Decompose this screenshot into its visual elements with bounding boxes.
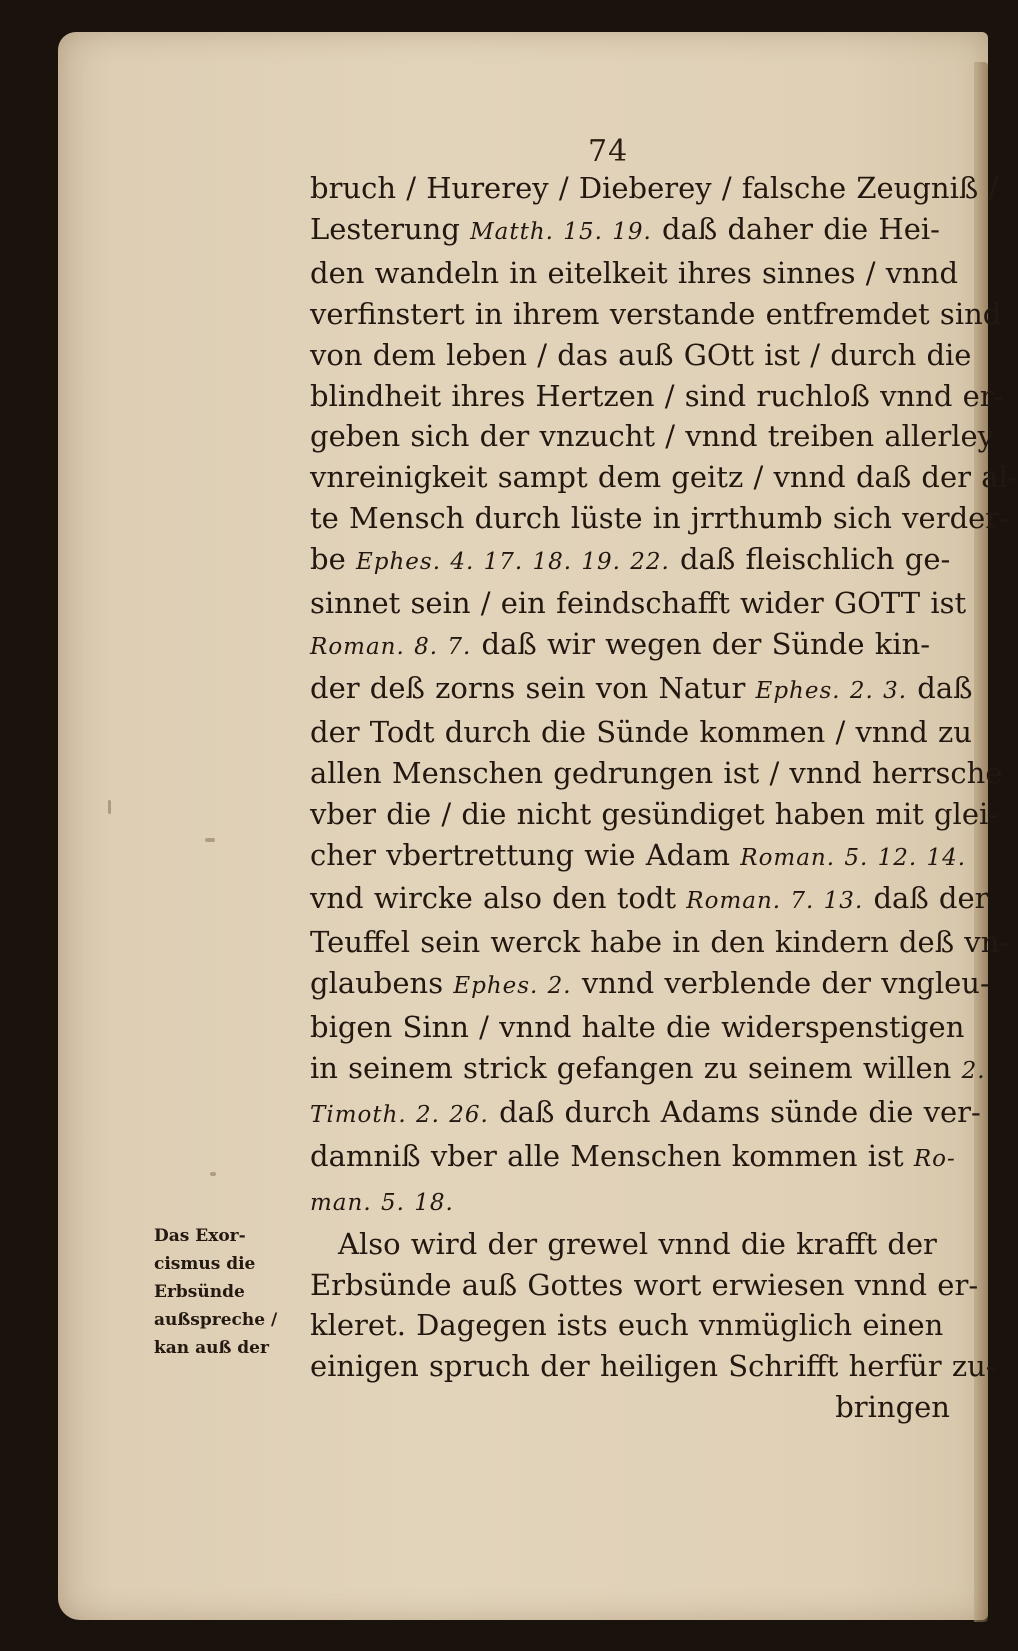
line-text-after: daß durch Adams sünde die ver- (488, 1094, 981, 1129)
text-line (310, 539, 962, 583)
line-text: von dem leben / das auß GOtt ist / durch die (310, 337, 972, 372)
scripture-reference: Ephes. 2. 3. (755, 677, 908, 704)
line-text-after: daß wir wegen der Sünde kin- (471, 626, 931, 661)
text-line (310, 1048, 986, 1092)
line-text-after: daß fleischlich ge- (669, 542, 951, 577)
line-text: verfinstert in ihrem verstande entfremdet sind (310, 296, 1002, 331)
scripture-reference: Ro- (913, 1145, 956, 1172)
margin-note-line: cismus die (154, 1254, 256, 1274)
text-line (310, 1180, 962, 1224)
text-line (310, 1007, 965, 1048)
line-text: geben sich der vnzucht / vnnd treiben allerley (310, 419, 995, 454)
text-line (310, 1265, 979, 1306)
line-text: bruch / Hurerey / Dieberey / falsche Zeugniß / (310, 171, 999, 205)
line-text: bigen Sinn / vnnd halte die widerspenstigen (310, 1010, 965, 1045)
text-line (310, 376, 1004, 417)
text-line (310, 168, 999, 209)
line-text: damniß vber alle Menschen kommen ist (310, 1138, 914, 1173)
margin-note-line: Erbsünde (154, 1282, 245, 1302)
text-line (310, 1224, 962, 1265)
line-text-after: daß der (863, 881, 989, 916)
line-text: der Todt durch die Sünde kommen / vnnd zu (310, 714, 972, 749)
text-line (310, 1092, 981, 1136)
page-number: 74 (588, 134, 629, 169)
margin-note-line: Das Exor- (154, 1226, 246, 1246)
line-text-after: daß (907, 670, 973, 705)
line-text-after: vnnd verblende der vngleu- (571, 966, 990, 1001)
scripture-reference: Roman. 5. 12. 14. (740, 844, 967, 871)
line-text: blindheit ihres Hertzen / sind ruchloß vnnd er- (310, 378, 1004, 413)
line-text: te Mensch durch lüste in jrrthumb sich verder- (310, 501, 1009, 536)
line-text: Teuffel sein werck habe in den kindern deß vn- (310, 925, 1010, 960)
line-text: bringen (835, 1390, 950, 1425)
line-text: kleret. Dagegen ists euch vnmüglich einen (310, 1308, 944, 1343)
line-text: vber die / die nicht gesündiget haben mit glei- (310, 796, 999, 831)
line-text: einigen spruch der heiligen Schrifft herfür zu- (310, 1349, 996, 1384)
text-line (310, 498, 1009, 539)
text-line (310, 1346, 996, 1387)
line-text: Lesterung (310, 211, 471, 246)
scripture-reference: man. 5. 18. (310, 1189, 454, 1216)
text-line (310, 878, 989, 922)
margin-note-line: außspreche / (154, 1310, 278, 1330)
scripture-reference: Roman. 7. 13. (686, 888, 864, 915)
text-line (310, 457, 1018, 498)
text-line (310, 963, 990, 1007)
catchword (310, 1387, 962, 1428)
margin-note (154, 1222, 304, 1362)
text-line (310, 583, 967, 624)
scripture-reference: Matth. 15. 19. (470, 218, 652, 245)
text-line (310, 335, 972, 376)
line-text: glaubens (310, 966, 454, 1001)
main-text-block (310, 168, 1018, 1428)
line-text: cher vbertrettung wie Adam (310, 837, 741, 872)
text-line (310, 294, 1002, 335)
line-text: be (310, 542, 356, 577)
paper-speck (210, 1172, 216, 1176)
line-text: Also wird der grewel vnnd die krafft der (338, 1226, 937, 1261)
text-line (310, 712, 972, 753)
text-line (310, 753, 1003, 794)
text-line (310, 416, 995, 457)
text-line (310, 1305, 962, 1346)
line-text: sinnet sein / ein feindschafft wider GOTT ist (310, 586, 967, 621)
line-text: vnd wircke also den todt (310, 881, 687, 916)
margin-note-line: kan auß der (154, 1338, 269, 1358)
line-text: allen Menschen gedrungen ist / vnnd herrsche (310, 755, 1003, 790)
scripture-reference: Ephes. 2. (453, 973, 572, 1000)
scripture-reference: Ephes. 4. 17. 18. 19. 22. (355, 549, 670, 576)
scripture-reference: Timoth. 2. 26. (310, 1101, 489, 1128)
line-text: in seinem strick gefangen zu seinem willen (310, 1051, 962, 1086)
scripture-reference: 2. (961, 1058, 986, 1085)
line-text: den wandeln in eitelkeit ihres sinnes / vnnd (310, 255, 959, 290)
text-line (310, 253, 962, 294)
text-line (310, 794, 999, 835)
line-text: Erbsünde auß Gottes wort erwiesen vnnd er- (310, 1267, 979, 1302)
paper-speck (205, 838, 215, 842)
line-text-after: daß daher die Hei- (651, 211, 940, 246)
scripture-reference: Roman. 8. 7. (310, 633, 472, 660)
text-line (310, 835, 967, 879)
line-text: vnreinigkeit sampt dem geitz / vnnd daß der al- (310, 460, 1018, 495)
text-line (310, 1136, 962, 1180)
text-line (310, 922, 1010, 963)
paper-speck (108, 800, 111, 814)
text-line (310, 624, 962, 668)
line-text: der deß zorns sein von Natur (310, 670, 756, 705)
text-line (310, 209, 962, 253)
text-line (310, 668, 973, 712)
